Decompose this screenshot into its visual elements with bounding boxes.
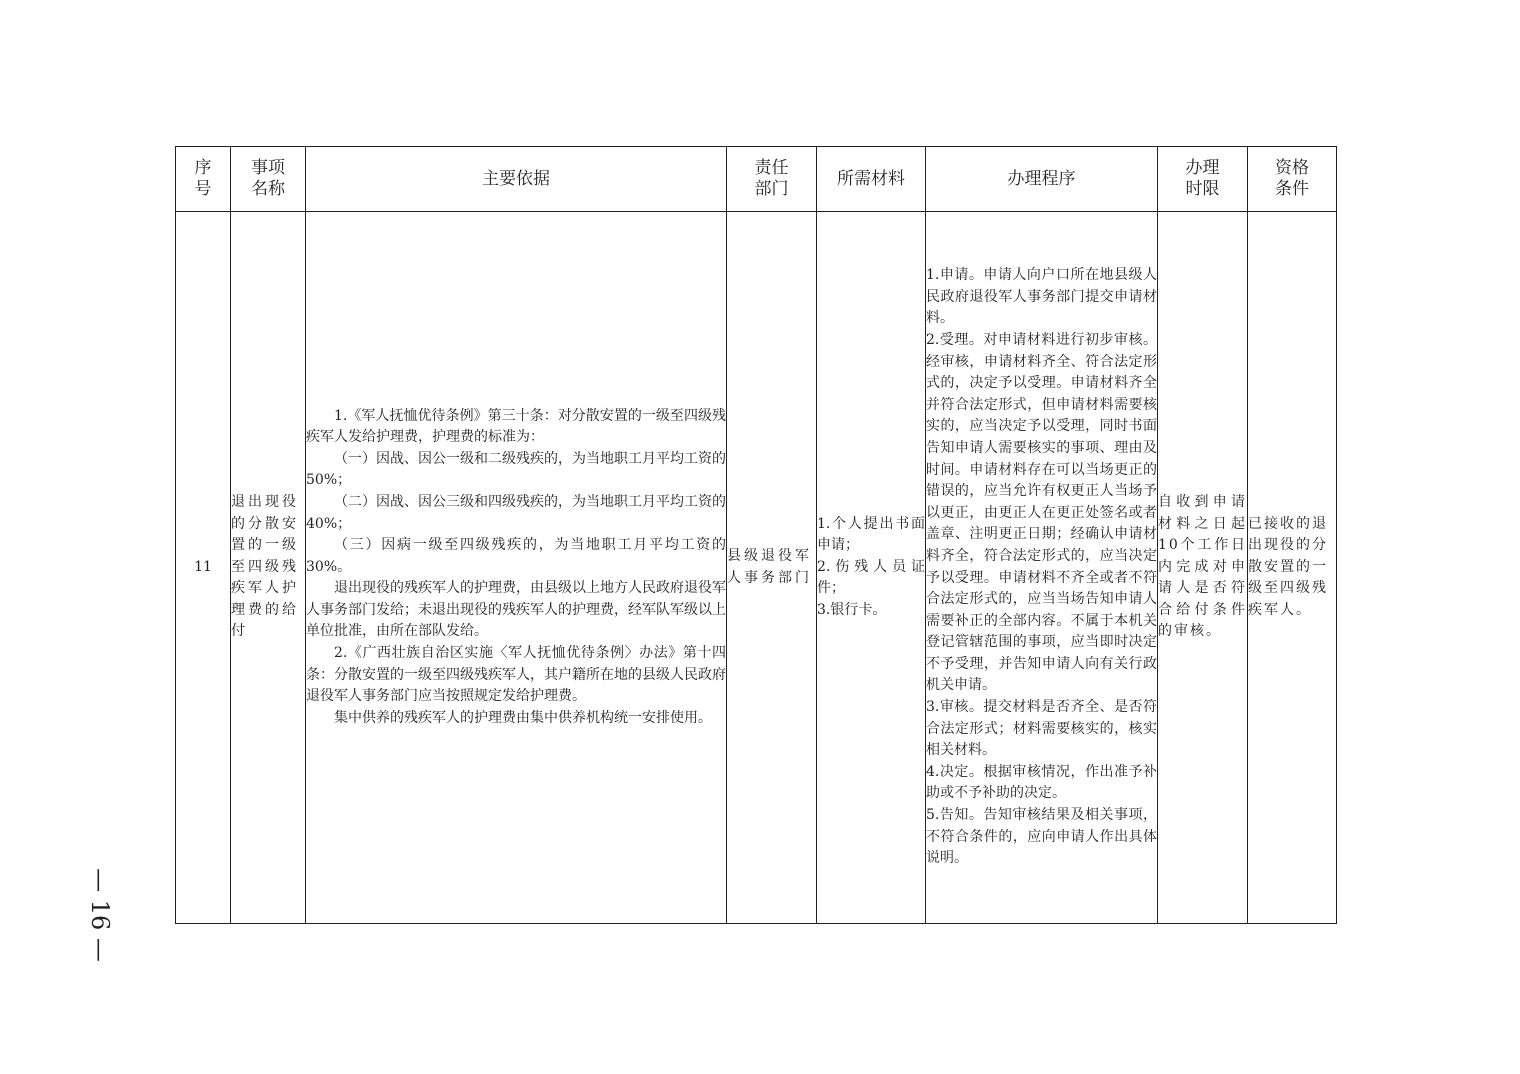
basis-paragraph: 退出现役的残疾军人的护理费，由县级以上地方人民政府退役军人事务部门发给；未退出现役的残疾军人的护理费，经军队军级以上单位批准，由所在部队发给。 bbox=[306, 580, 726, 640]
header-seq: 序 号 bbox=[176, 147, 231, 212]
cell-procedure bbox=[926, 212, 1158, 924]
basis-paragraph: 集中供养的残疾军人的护理费由集中供养机构统一安排使用。 bbox=[334, 709, 712, 726]
page-number: — 16 — bbox=[86, 868, 114, 962]
header-main-basis: 主要依据 bbox=[306, 147, 727, 212]
procedure-step: 4.决定。根据审核情况，作出准予补助或不予补助的决定。 bbox=[926, 763, 1157, 802]
basis-paragraph: 1.《军人抚恤优待条例》第三十条：对分散安置的一级至四级残疾军人发给护理费，护理费的标准为： bbox=[306, 407, 726, 446]
header-required-materials: 所需材料 bbox=[817, 147, 926, 212]
cell-required-materials bbox=[817, 212, 926, 924]
header-item-name: 事项 名称 bbox=[231, 147, 306, 212]
table-header-row bbox=[176, 147, 1337, 212]
table-row bbox=[176, 212, 1337, 924]
header-time-limit: 办理 时限 bbox=[1158, 147, 1248, 212]
procedure-step: 2.受理。对申请材料进行初步审核。经审核，申请材料齐全、符合法定形式的，决定予以受理。申请材料齐全并符合法定形式，但申请材料需要核实的，应当决定予以受理，同时书面告知申请人需要核实的事项、理由及时间。申请材料存在可以当场更正的错误的，应当允许有权更正人当场予以更正，由更正人在更正处签名或者盖章、注明更正日期；经确认申请材料齐全，符合法定形式的，应当决定予以受理。申请材料不齐全或者不符合法定形式的，应当当场告知申请人需要补正的全部内容。不属于本机关登记管辖范围的事项，应当即时决定不予受理，并告知申请人向有关行政机关申请。 bbox=[926, 331, 1157, 694]
basis-paragraph: （二）因战、因公三级和四级残疾的，为当地职工月平均工资的 40%； bbox=[306, 493, 726, 532]
header-qualification: 资格 条件 bbox=[1248, 147, 1337, 212]
procedure-step: 5.告知。告知审核结果及相关事项，不符合条件的，应向申请人作出具体说明。 bbox=[926, 807, 1157, 867]
basis-paragraph: 2.《广西壮族自治区实施〈军人抚恤优待条例〉办法》第十四条：分散安置的一级至四级残疾军人，其户籍所在地的县级人民政府退役军人事务部门应当按照规定发给护理费。 bbox=[306, 645, 726, 705]
cell-main-basis bbox=[306, 212, 727, 924]
procedure-step: 1.申请。申请人向户口所在地县级人民政府退役军人事务部门提交申请材料。 bbox=[926, 267, 1157, 327]
basis-paragraph: （三）因病一级至四级残疾的，为当地职工月平均工资的 30%。 bbox=[306, 537, 726, 575]
header-procedure: 办理程序 bbox=[926, 147, 1158, 212]
service-items-table bbox=[175, 146, 1337, 924]
cell-time-limit: 自收到申请材料之日起10个工作日内完成对申请人是否符合给付条件的审核。 bbox=[1158, 212, 1248, 924]
basis-paragraph: （一）因战、因公一级和二级残疾的，为当地职工月平均工资的 50%； bbox=[306, 450, 726, 489]
cell-responsible-dept: 县级退役军人事务部门 bbox=[727, 212, 817, 924]
cell-seq: 11 bbox=[176, 212, 231, 924]
cell-item-name: 退出现役的分散安置的一级至四级残疾军人护理费的给付 bbox=[231, 212, 306, 924]
header-responsible-dept: 责任 部门 bbox=[727, 147, 817, 212]
cell-qualification: 已接收的退出现役的分散安置的一级至四级残疾军人。 bbox=[1248, 212, 1337, 924]
procedure-step: 3.审核。提交材料是否齐全、是否符合法定形式；材料需要核实的，核实相关材料。 bbox=[926, 699, 1157, 759]
materials-list: 1.个人提出书面申请； 2.伤残人员证件； 3.银行卡。 bbox=[817, 515, 925, 618]
